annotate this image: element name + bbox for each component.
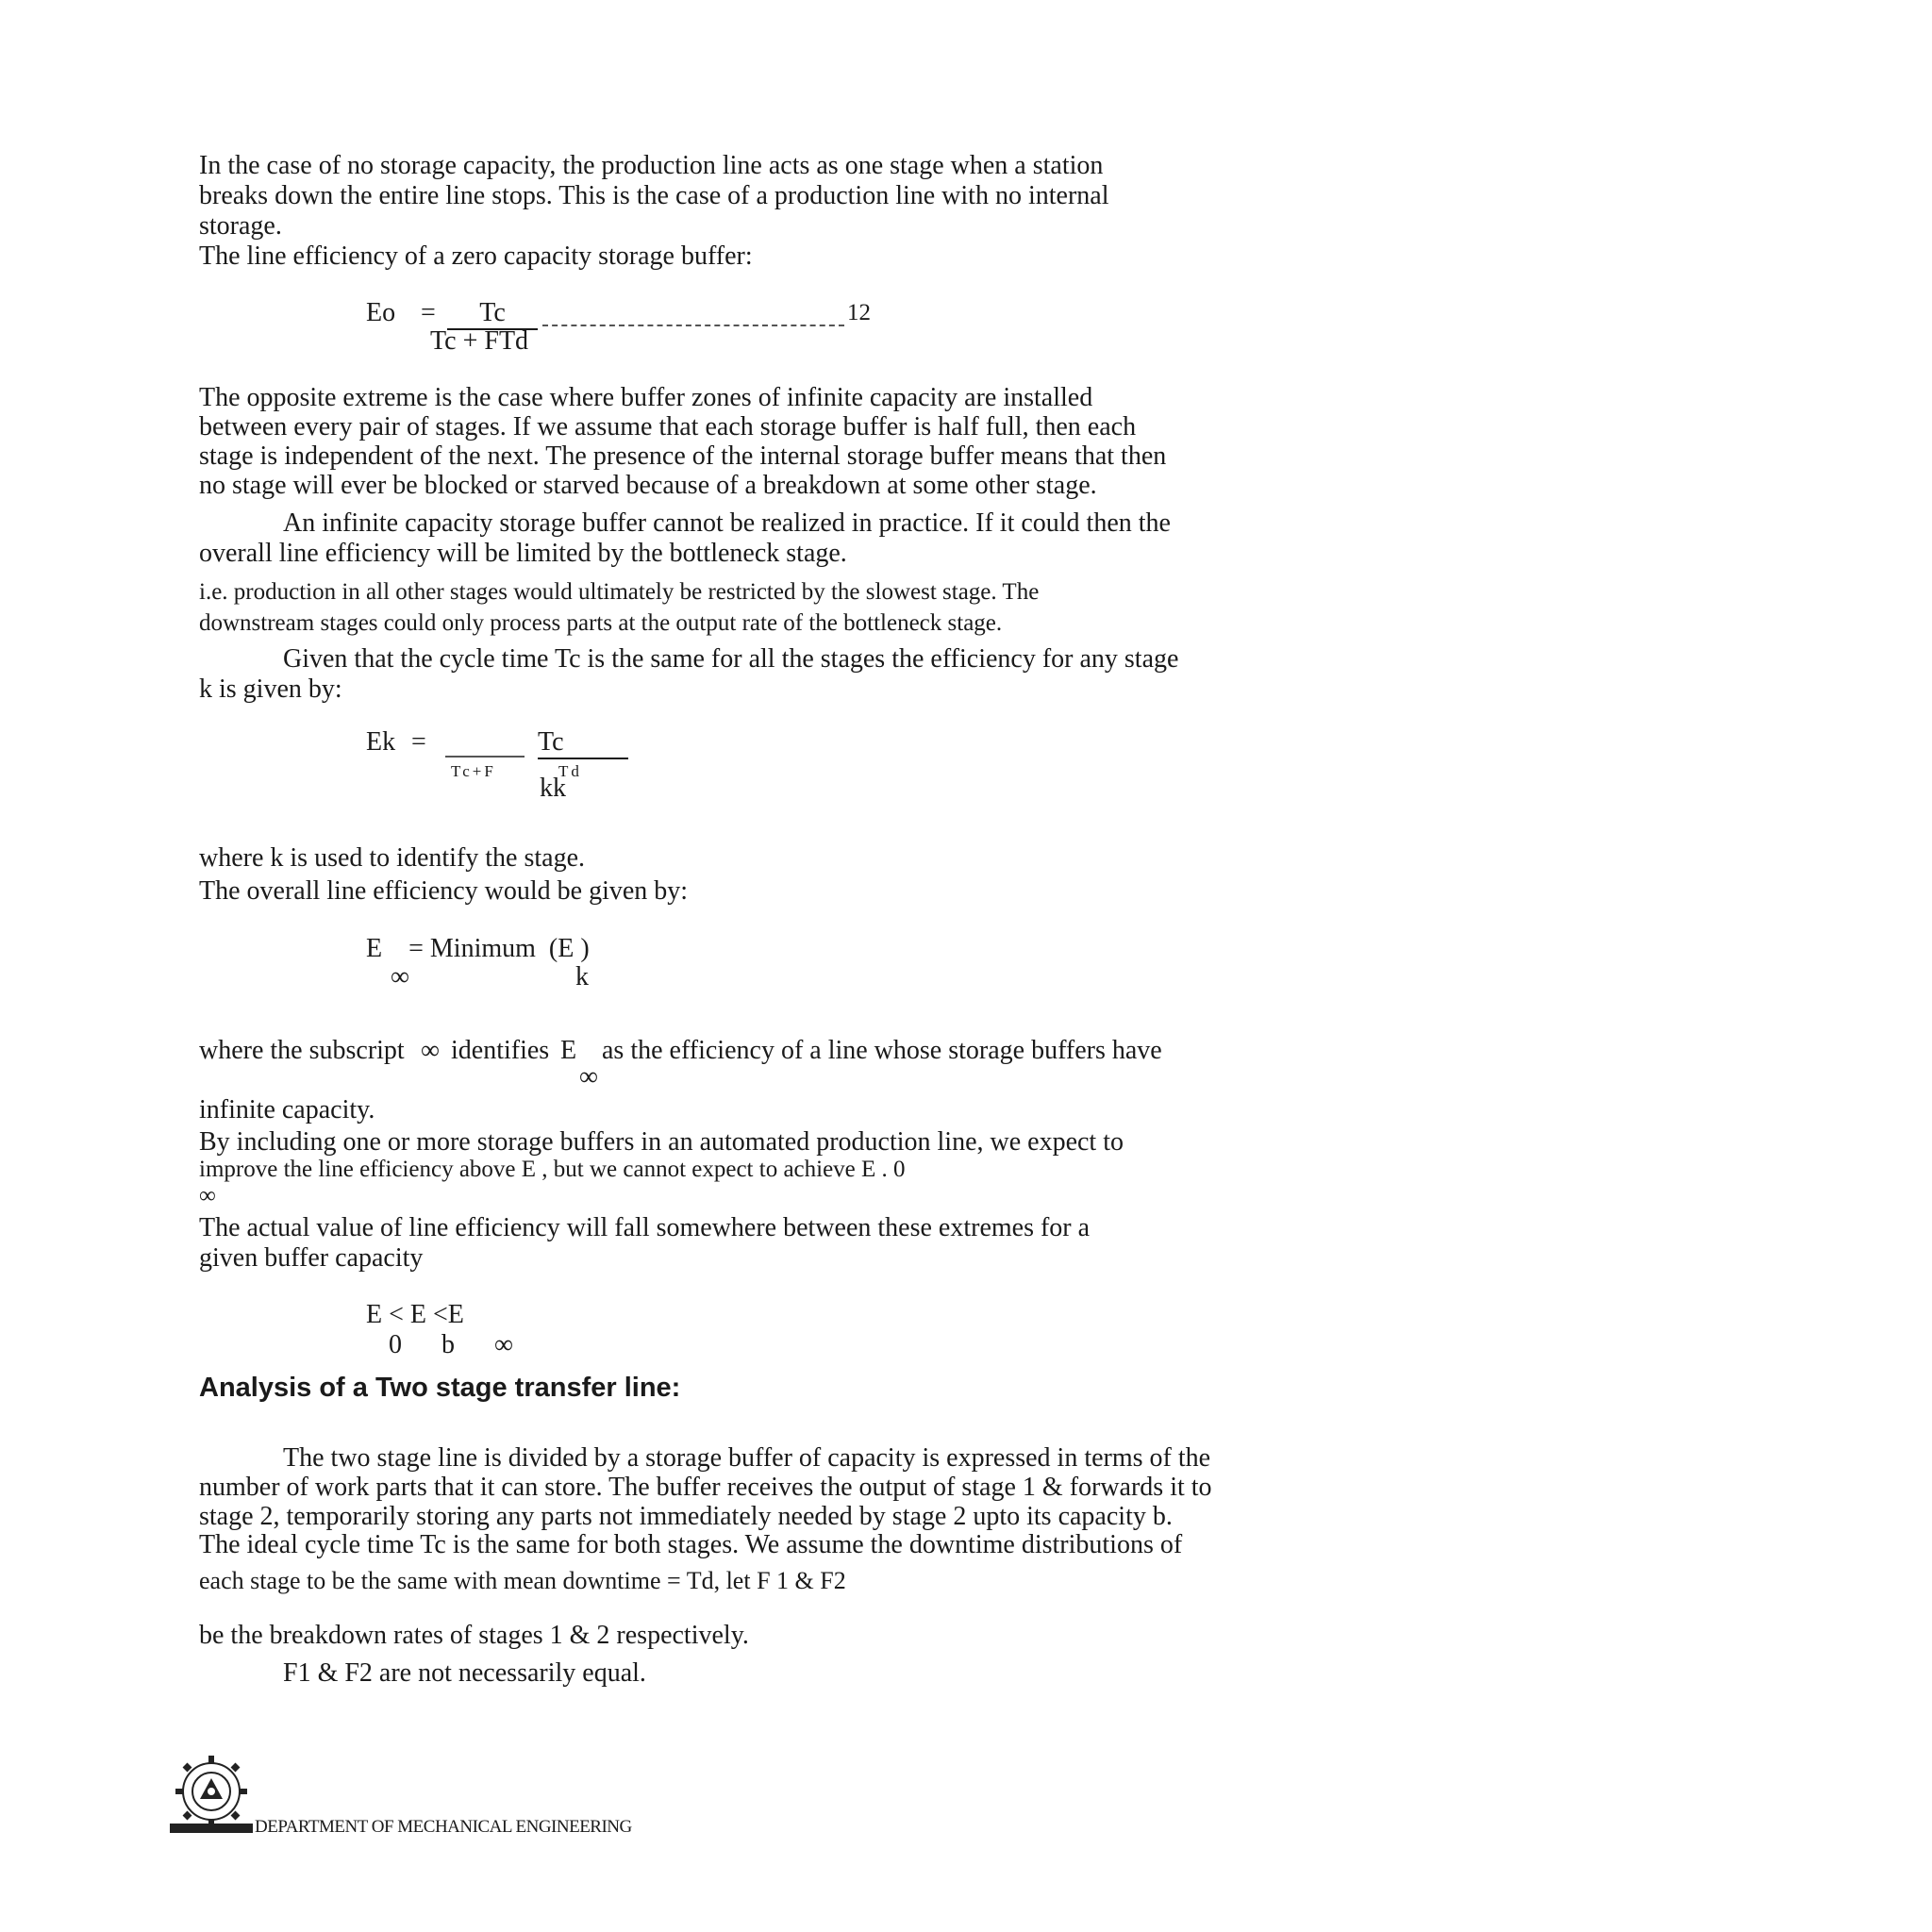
equation-einf-line: E = Minimum (E ) bbox=[366, 934, 590, 963]
paragraph-line: An infinite capacity storage buffer cannot be realized in practice. If it could then the bbox=[283, 508, 1171, 538]
paragraph-line: infinite capacity. bbox=[199, 1095, 375, 1124]
paragraph-line: between every pair of stages. If we assume that each storage buffer is half full, then each bbox=[199, 412, 1137, 441]
paragraph-line: downstream stages could only process parts at the output rate of the bottleneck stage. bbox=[199, 610, 1003, 636]
equation-12-denominator: Tc + FTd bbox=[430, 326, 529, 356]
paragraph-line: In the case of no storage capacity, the production line acts as one stage when a station bbox=[199, 151, 1104, 180]
paragraph-line: E bbox=[560, 1036, 577, 1065]
paragraph-line: The actual value of line efficiency will fall somewhere between these extremes for a bbox=[199, 1213, 1091, 1242]
equation-12-number: 12 bbox=[847, 300, 871, 325]
paragraph-line: no stage will ever be blocked or starved because of a breakdown at some other stage. bbox=[199, 471, 1097, 500]
infinity-subscript: ∞ bbox=[579, 1062, 598, 1091]
inequality-line: E < E <E bbox=[366, 1300, 464, 1329]
equation-einf-subscript-k: k bbox=[575, 962, 589, 991]
paragraph-line: where the subscript bbox=[199, 1036, 405, 1065]
paragraph-line: k is given by: bbox=[199, 675, 342, 704]
paragraph-line: storage. bbox=[199, 211, 282, 241]
paragraph-line: i.e. production in all other stages would ultimately be restricted by the slowest stage. The bbox=[199, 579, 1040, 605]
equation-einf-subscript-inf: ∞ bbox=[391, 962, 409, 991]
paragraph-line: given buffer capacity bbox=[199, 1243, 424, 1273]
paragraph-line: number of work parts that it can store. The buffer receives the output of stage 1 & forwards it to bbox=[199, 1473, 1212, 1502]
inequality-subscripts: 0 b ∞ bbox=[389, 1330, 513, 1359]
paragraph-line: stage 2, temporarily storing any parts not immediately needed by stage 2 upto its capacity b. bbox=[199, 1502, 1173, 1531]
equation-ek-small-right: Td bbox=[558, 762, 582, 780]
equation-12-equals: = bbox=[421, 298, 436, 327]
equation-ek-lhs: Ek bbox=[366, 727, 396, 757]
equation-ek-equals: = bbox=[411, 727, 426, 757]
paragraph-line: where k is used to identify the stage. bbox=[199, 843, 586, 873]
paragraph-line: overall line efficiency will be limited by the bottleneck stage. bbox=[199, 539, 847, 568]
equation-ek-subscript: kk bbox=[540, 774, 566, 803]
paragraph-line: ∞ bbox=[199, 1183, 216, 1208]
paragraph-line: The ideal cycle time Tc is the same for both stages. We assume the downtime distributions of bbox=[199, 1530, 1183, 1559]
paragraph-line: as the efficiency of a line whose storage buffers have bbox=[602, 1036, 1162, 1065]
paragraph-line: Given that the cycle time Tc is the same for all the stages the efficiency for any stage bbox=[283, 644, 1179, 674]
paragraph-line: The two stage line is divided by a storage buffer of capacity is expressed in terms of the bbox=[283, 1443, 1211, 1473]
paragraph-line: F1 & F2 are not necessarily equal. bbox=[283, 1658, 646, 1688]
equation-12-numerator: Tc bbox=[447, 298, 538, 330]
equation-ek-small-left: Tc+F bbox=[451, 762, 496, 780]
equation-12-leader bbox=[542, 325, 844, 326]
equation-ek-numerator: Tc bbox=[538, 727, 628, 759]
infinity-symbol: ∞ bbox=[421, 1036, 440, 1065]
footer-department: DEPARTMENT OF MECHANICAL ENGINEERING bbox=[255, 1817, 632, 1837]
paragraph-line: identifies bbox=[451, 1036, 550, 1065]
college-logo-icon bbox=[168, 1750, 255, 1837]
section-heading: Analysis of a Two stage transfer line: bbox=[199, 1373, 681, 1403]
paragraph-line: The opposite extreme is the case where buffer zones of infinite capacity are installed bbox=[199, 383, 1093, 412]
paragraph-line: By including one or more storage buffers in an automated production line, we expect to bbox=[199, 1127, 1124, 1157]
paragraph-line: improve the line efficiency above E , but we cannot expect to achieve E . 0 bbox=[199, 1157, 906, 1182]
paragraph-line: each stage to be the same with mean downtime = Td, let F 1 & F2 bbox=[199, 1567, 846, 1594]
paragraph-line: breaks down the entire line stops. This is the case of a production line with no internal bbox=[199, 181, 1109, 210]
paragraph-line: The overall line efficiency would be given by: bbox=[199, 876, 689, 906]
paragraph-line: be the breakdown rates of stages 1 & 2 respectively. bbox=[199, 1621, 749, 1650]
paragraph-line: stage is independent of the next. The presence of the internal storage buffer means that then bbox=[199, 441, 1167, 471]
paragraph-line: The line efficiency of a zero capacity storage buffer: bbox=[199, 242, 753, 271]
equation-12-lhs: Eo bbox=[366, 298, 396, 327]
